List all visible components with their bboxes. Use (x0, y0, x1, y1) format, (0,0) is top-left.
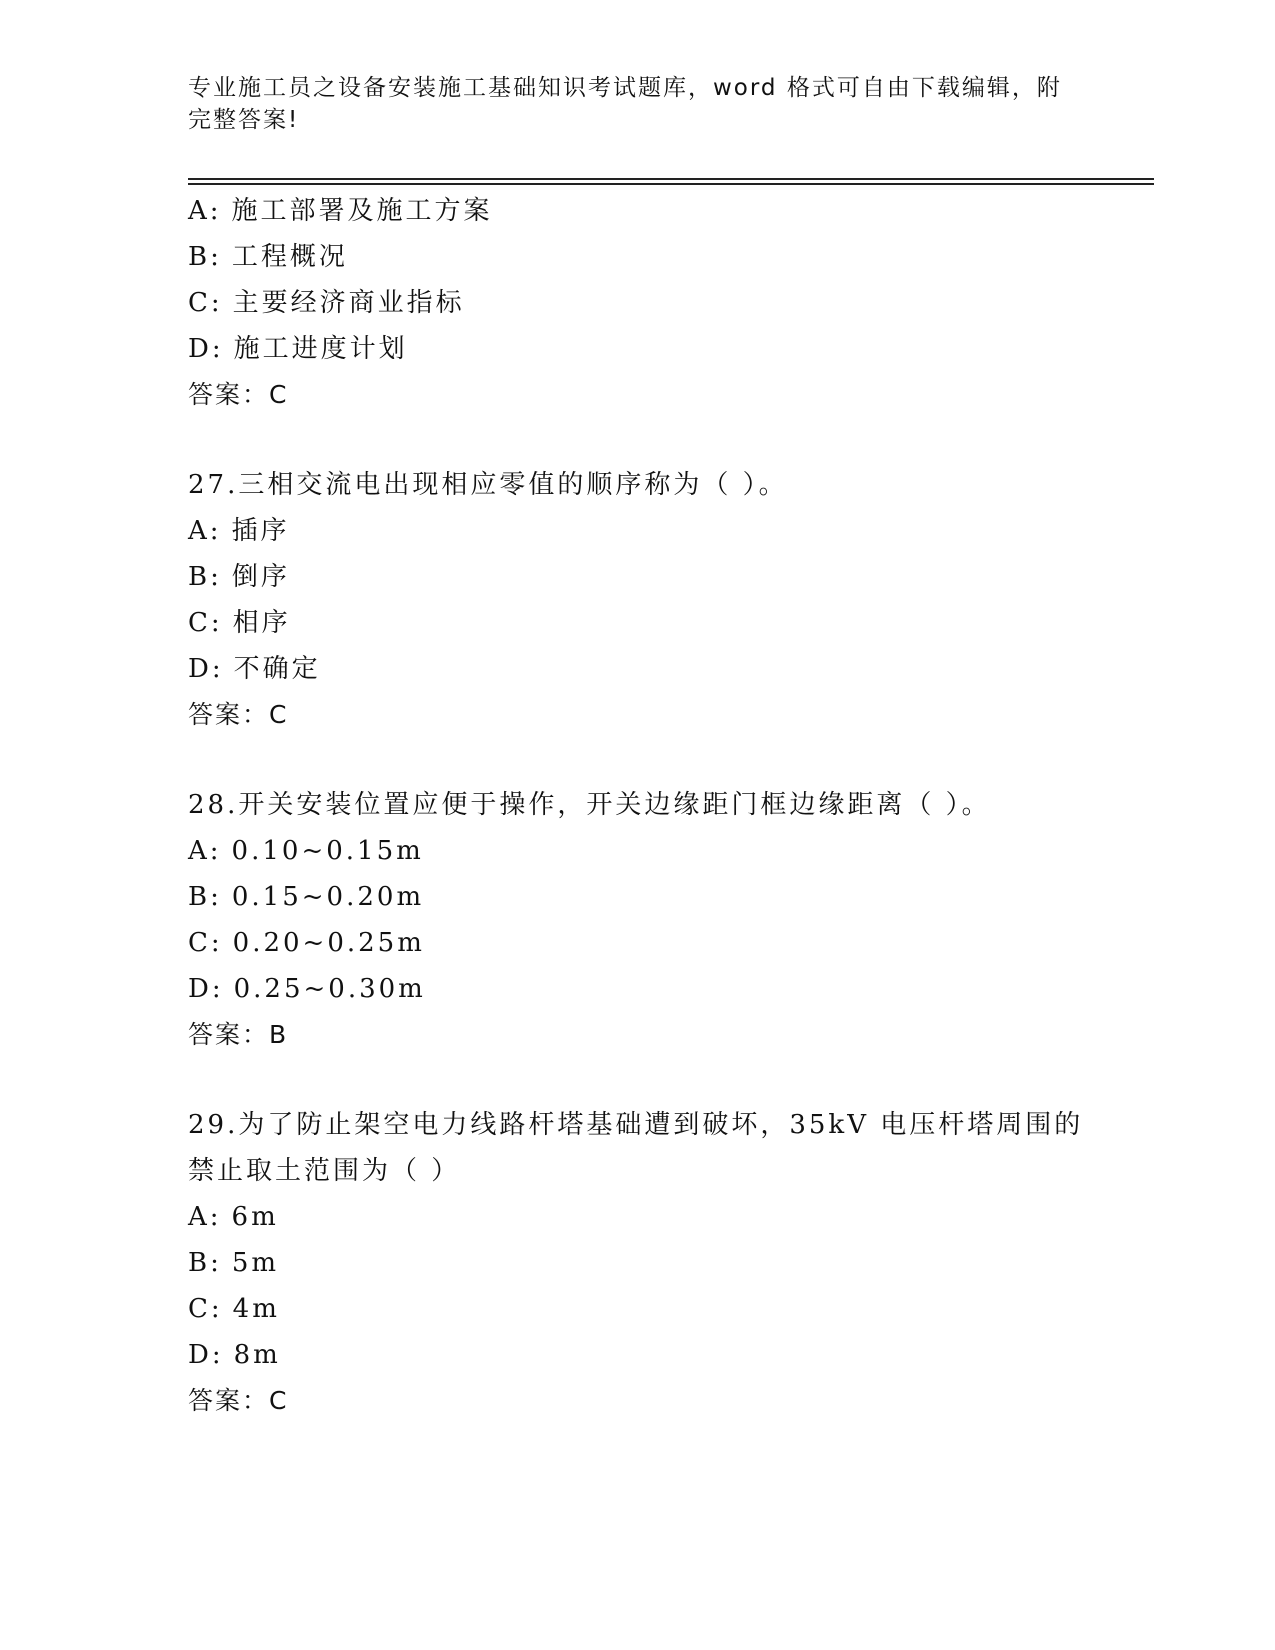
option-b (188, 874, 1088, 920)
option-c (188, 280, 1088, 326)
question-list (188, 188, 1088, 1424)
option-key: C: (188, 1294, 223, 1324)
option-text: 5m (231, 1248, 280, 1278)
option-text: 施工部署及施工方案 (231, 196, 493, 226)
question-text: 29.为了防止架空电力线路杆塔基础遭到破坏，35kV 电压杆塔周围的禁止取土范围为（ ） (188, 1110, 1084, 1186)
question-text: 28.开关安装位置应便于操作，开关边缘距门框边缘距离（ ）。 (188, 790, 991, 820)
question-block-29 (188, 1102, 1088, 1424)
option-a (188, 828, 1088, 874)
question-block-26 (188, 188, 1088, 418)
option-a (188, 508, 1088, 554)
question-block-27 (188, 462, 1088, 738)
option-key: B: (188, 1248, 222, 1278)
option-d (188, 326, 1088, 372)
option-d (188, 646, 1088, 692)
option-key: A: (188, 196, 222, 226)
document-header: 专业施工员之设备安装施工基础知识考试题库，word 格式可自由下载编辑，附完整答案! (188, 75, 1062, 133)
option-text: 相序 (232, 608, 291, 638)
option-key: A: (188, 516, 222, 546)
answer-line: 答案：B (188, 1020, 289, 1049)
option-key: B: (188, 882, 222, 912)
option-text: 主要经济商业指标 (232, 288, 465, 318)
option-a (188, 1194, 1088, 1240)
option-key: A: (188, 1202, 222, 1232)
option-text: 8m (233, 1340, 281, 1370)
answer-line: 答案：C (188, 380, 289, 409)
option-text: 倒序 (231, 562, 290, 592)
option-key: D: (188, 1340, 224, 1370)
option-d (188, 1332, 1088, 1378)
answer-line: 答案：C (188, 1386, 289, 1415)
option-c (188, 600, 1088, 646)
option-text: 0.20~0.25m (232, 928, 425, 958)
option-text: 6m (231, 1202, 279, 1232)
option-key: B: (188, 562, 222, 592)
header-divider-bottom (188, 183, 1154, 185)
option-text: 0.25~0.30m (233, 974, 426, 1004)
option-text: 不确定 (233, 654, 321, 684)
option-c (188, 920, 1088, 966)
option-key: D: (188, 334, 224, 364)
option-a (188, 188, 1088, 234)
option-d (188, 966, 1088, 1012)
option-text: 4m (232, 1294, 280, 1324)
option-text: 0.15~0.20m (231, 882, 425, 912)
option-key: D: (188, 654, 224, 684)
option-key: C: (188, 928, 223, 958)
option-b (188, 1240, 1088, 1286)
option-key: B: (188, 242, 222, 272)
answer-line: 答案：C (188, 700, 289, 729)
option-key: A: (188, 836, 222, 866)
option-key: D: (188, 974, 224, 1004)
question-block-28 (188, 782, 1088, 1058)
option-text: 0.10~0.15m (231, 836, 424, 866)
option-key: C: (188, 288, 223, 318)
option-b (188, 234, 1088, 280)
option-c (188, 1286, 1088, 1332)
option-text: 插序 (231, 516, 290, 546)
option-text: 工程概况 (231, 242, 348, 272)
option-key: C: (188, 608, 223, 638)
option-b (188, 554, 1088, 600)
header-divider-top (188, 178, 1154, 180)
option-text: 施工进度计划 (233, 334, 408, 364)
question-text: 27.三相交流电出现相应零值的顺序称为（ ）。 (188, 470, 788, 500)
